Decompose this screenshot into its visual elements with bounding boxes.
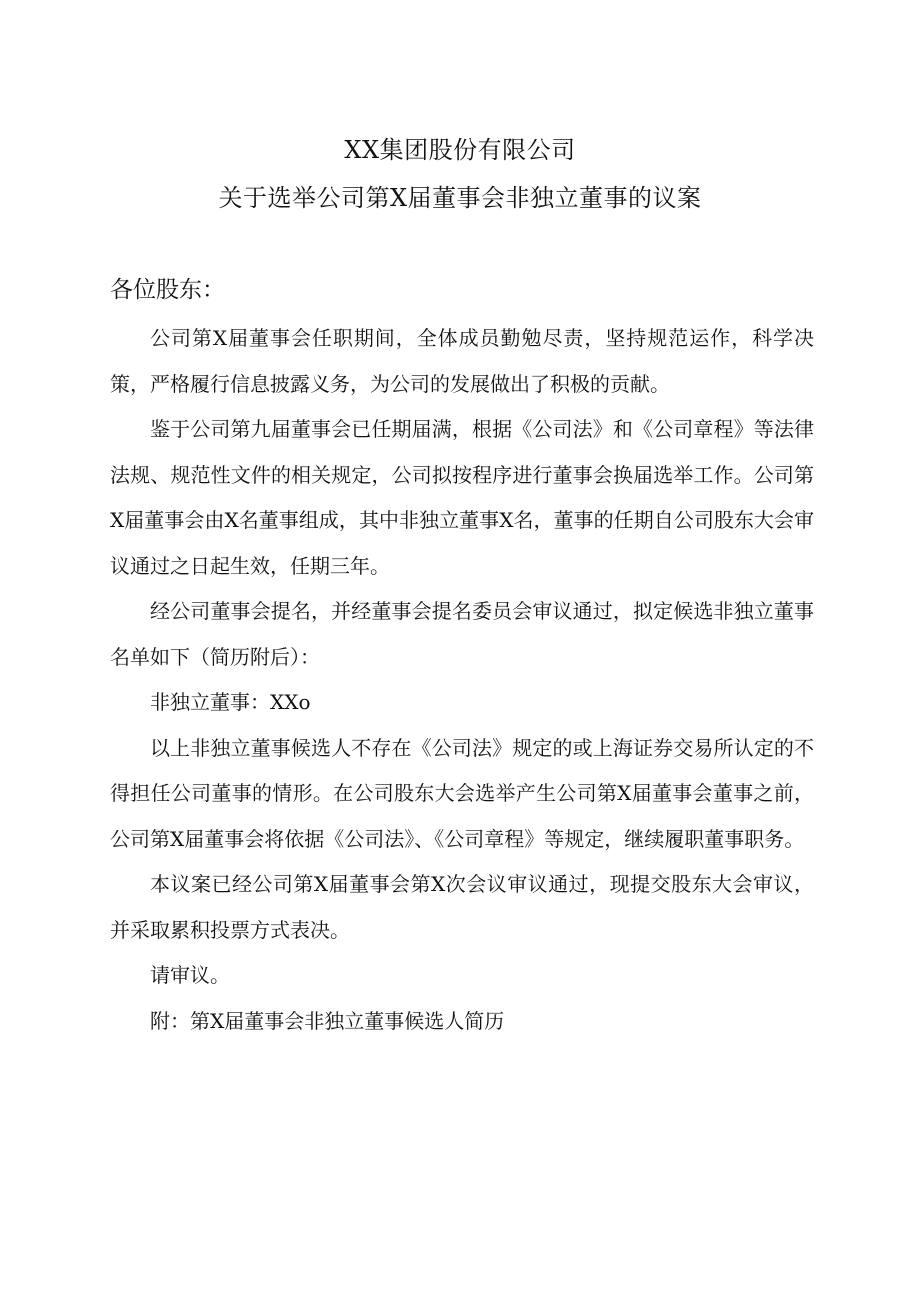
document-title (0, 126, 920, 222)
paragraph-attachment: 附：第X届董事会非独立董事候选人简历 (150, 1008, 505, 1033)
paragraph-candidate-list: 非独立董事：XXo (150, 690, 311, 714)
paragraph-election-basis: 鉴于公司第九届董事会已任期届满，根据《公司法》和《公司章程》等法律法规、规范性文件的相关规定，公司拟按程序进行董事会换届选举工作。公司第X届董事会由X名董事组成，其中非独立董事X名，董事的任期自公司股东大会审议通过之日起生效，任期三年。 (110, 417, 814, 578)
salutation: 各位股东： (110, 277, 225, 303)
paragraph-eligibility: 以上非独立董事候选人不存在《公司法》规定的或上海证券交易所认定的不得担任公司董事的情形。在公司股东大会选举产生公司第X届董事会董事之前，公司第X届董事会将依据《公司法》、《公司章程》等规定，继续履职董事职务。 (110, 735, 814, 851)
company-name-title: XX集团股份有限公司 (344, 136, 576, 164)
proposal-title: 关于选举公司第X届董事会非独立董事的议案 (218, 184, 702, 212)
paragraph-nomination: 经公司董事会提名，并经董事会提名委员会审议通过，拟定候选非独立董事名单如下（简历附后）： (110, 599, 814, 669)
paragraph-request-review: 请审议。 (150, 963, 230, 987)
document-body (110, 316, 814, 1044)
paragraph-approval: 本议案已经公司第X届董事会第X次会议审议通过，现提交股东大会审议，并采取累积投票方式表决。 (110, 872, 814, 942)
paragraph-term-review: 公司第X届董事会任职期间，全体成员勤勉尽责，坚持规范运作，科学决策，严格履行信息披露义务，为公司的发展做出了积极的贡献。 (110, 326, 814, 396)
